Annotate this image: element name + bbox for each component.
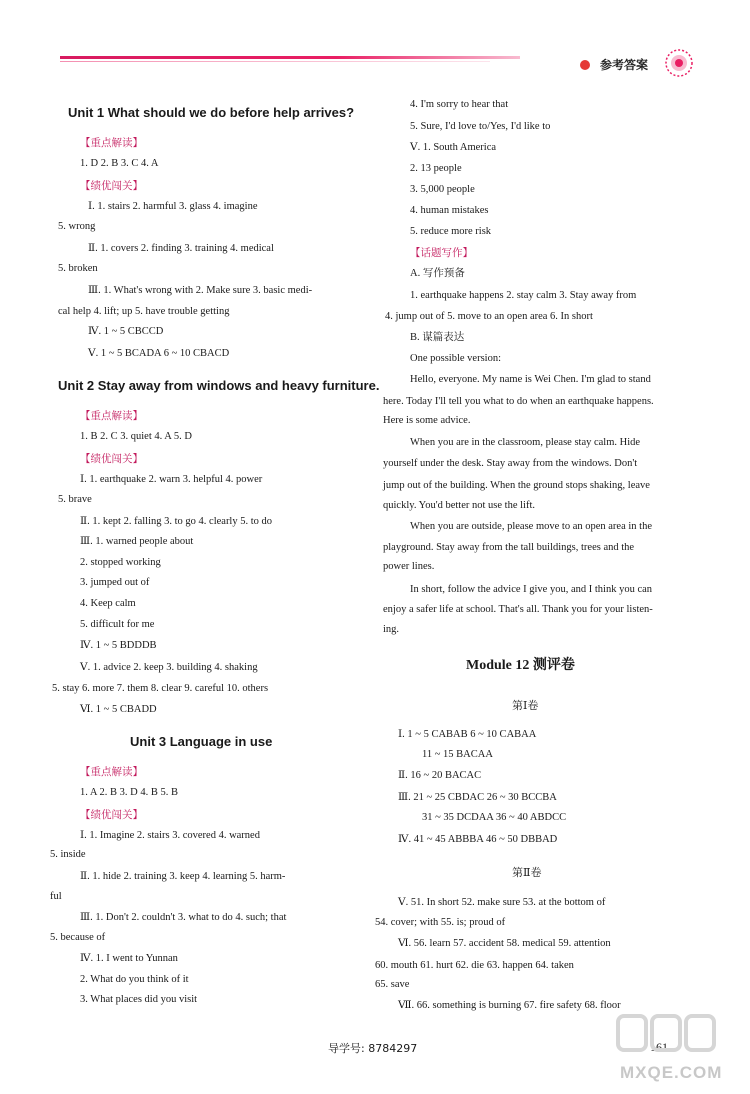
sunburst-badge-icon (664, 48, 694, 78)
essay-line: ing. (383, 624, 400, 635)
answer-line: Ⅴ. 1. South America (410, 142, 497, 153)
answer-line: 1. earthquake happens 2. stay calm 3. Stay away from (410, 290, 637, 301)
answer-line: 5. reduce more risk (410, 226, 492, 237)
header-rule-thin (60, 61, 490, 62)
answer-line: 3. What places did you visit (80, 994, 198, 1005)
section-label: 【绩优闯关】 (80, 809, 143, 821)
section-label: 【重点解读】 (80, 766, 143, 778)
answer-line: Ⅴ. 51. In short 52. make sure 53. at the bottom of (398, 897, 606, 908)
answer-line: 5. difficult for me (80, 619, 155, 630)
answer-line: 4. I'm sorry to hear that (410, 99, 509, 110)
answer-line: 5. broken (58, 263, 98, 274)
subsection-label: A. 写作预备 (410, 268, 465, 279)
answer-line: Ⅲ. 1. What's wrong with 2. Make sure 3. basic medi- (88, 285, 313, 296)
answer-line: 60. mouth 61. hurt 62. die 63. happen 64. taken (375, 960, 574, 971)
essay-line: here. Today I'll tell you what to do when an earthquake happens. (383, 396, 654, 407)
answer-line: Ⅲ. 21 ~ 25 CBDAC 26 ~ 30 BCCBA (398, 792, 557, 803)
watermark-text: MXQE.COM (620, 1063, 723, 1082)
answer-line: Ⅱ. 1. hide 2. training 3. keep 4. learning 5. harm- (80, 871, 286, 882)
answer-line: 5. brave (58, 494, 92, 505)
answer-line: Ⅴ. 1 ~ 5 BCADA 6 ~ 10 CBACD (88, 348, 230, 359)
answer-line: ful (50, 891, 62, 902)
answer-line: 54. cover; with 55. is; proud of (375, 917, 506, 928)
essay-line: When you are outside, please move to an open area in the (410, 521, 652, 532)
header-title: 参考答案 (600, 58, 649, 72)
essay-line: In short, follow the advice I give you, and I think you can (410, 584, 653, 595)
subsection-label: B. 谋篇表达 (410, 332, 465, 343)
unit-heading: Unit 3 Language in use (130, 734, 273, 749)
answer-line: Ⅱ. 1. kept 2. falling 3. to go 4. clearly 5. to do (80, 516, 273, 527)
answer-line: Ⅶ. 66. something is burning 67. fire safety 68. floor (398, 1000, 621, 1011)
answer-line: Ⅰ. 1. Imagine 2. stairs 3. covered 4. warned (80, 830, 260, 841)
answer-line: Ⅳ. 1 ~ 5 CBCCD (88, 326, 164, 337)
answer-line: 5. wrong (58, 221, 96, 232)
section-label: 【重点解读】 (80, 410, 143, 422)
answer-line: 4. jump out of 5. move to an open area 6. In short (385, 311, 593, 322)
unit-heading: Unit 2 Stay away from windows and heavy furniture. (58, 378, 380, 393)
section-label: 【绩优闯关】 (80, 453, 143, 465)
answer-line: 5. Sure, I'd love to/Yes, I'd like to (410, 121, 551, 132)
paper-part-label: 第Ⅱ卷 (512, 867, 542, 879)
page-number: 161 (650, 1040, 668, 1054)
answer-line: cal help 4. lift; up 5. have trouble getting (58, 306, 230, 317)
answer-line: 2. stopped working (80, 557, 161, 568)
answer-line: Ⅴ. 1. advice 2. keep 3. building 4. shaking (80, 662, 258, 673)
paper-part-label: 第Ⅰ卷 (512, 700, 539, 712)
answer-line: 2. 13 people (410, 163, 462, 174)
answer-line: Ⅳ. 1. I went to Yunnan (80, 953, 178, 964)
essay-line: When you are in the classroom, please stay calm. Hide (410, 437, 641, 448)
answer-line: 1. D 2. B 3. C 4. A (80, 158, 159, 169)
guide-number: 导学号: 8784297 (328, 1042, 418, 1055)
answer-line: 1. B 2. C 3. quiet 4. A 5. D (80, 431, 193, 442)
essay-line: quickly. You'd better not use the lift. (383, 500, 535, 511)
essay-line: Hello, everyone. My name is Wei Chen. I'm glad to stand (410, 374, 651, 385)
module-heading: Module 12 测评卷 (466, 658, 575, 673)
answer-line: 5. stay 6. more 7. them 8. clear 9. careful 10. others (52, 683, 269, 694)
answer-line: 5. because of (50, 932, 106, 943)
essay-line: Here is some advice. (383, 415, 471, 426)
section-label: 【绩优闯关】 (80, 180, 143, 192)
answer-line: 4. human mistakes (410, 205, 489, 216)
answer-line: Ⅱ. 1. covers 2. finding 3. training 4. medical (88, 243, 274, 254)
answer-line: Ⅰ. 1. stairs 2. harmful 3. glass 4. imagine (88, 201, 258, 212)
answer-line: Ⅵ. 56. learn 57. accident 58. medical 59. attention (398, 938, 611, 949)
answer-line: Ⅲ. 1. Don't 2. couldn't 3. what to do 4. such; that (80, 912, 287, 923)
essay-line: playground. Stay away from the tall buildings, trees and the (383, 542, 635, 553)
answer-line: 2. What do you think of it (80, 974, 189, 985)
section-label: 【话题写作】 (410, 247, 473, 259)
answer-line: 11 ~ 15 BACAA (422, 749, 493, 760)
header-rule (60, 56, 520, 59)
bullet-dot-icon (580, 60, 590, 70)
answer-line: 4. Keep calm (80, 598, 136, 609)
answer-line: Ⅳ. 1 ~ 5 BDDDB (80, 640, 157, 651)
essay-line: yourself under the desk. Stay away from the windows. Don't (383, 458, 638, 469)
essay-line: power lines. (383, 561, 435, 572)
answer-line: 65. save (375, 979, 410, 990)
answer-line: Ⅰ. 1. earthquake 2. warn 3. helpful 4. power (80, 474, 263, 485)
answer-line: Ⅲ. 1. warned people about (80, 536, 194, 547)
unit-heading: Unit 1 What should we do before help arrives? (68, 105, 355, 120)
essay-line: enjoy a safer life at school. That's all. Thank you for your listen- (383, 604, 653, 615)
answer-line: Ⅵ. 1 ~ 5 CBADD (80, 704, 157, 715)
answer-line: 31 ~ 35 DCDAA 36 ~ 40 ABDCC (422, 812, 567, 823)
answer-line: 5. inside (50, 849, 86, 860)
answer-line: 3. 5,000 people (410, 184, 475, 195)
answer-line: Ⅱ. 16 ~ 20 BACAC (398, 770, 482, 781)
answer-line: 1. A 2. B 3. D 4. B 5. B (80, 787, 179, 798)
section-label: 【重点解读】 (80, 137, 143, 149)
answer-line: Ⅳ. 41 ~ 45 ABBBA 46 ~ 50 DBBAD (398, 834, 558, 845)
answer-line: 3. jumped out of (80, 577, 150, 588)
answer-line: Ⅰ. 1 ~ 5 CABAB 6 ~ 10 CABAA (398, 729, 537, 740)
essay-intro: One possible version: (410, 353, 501, 364)
essay-line: jump out of the building. When the ground stops shaking, leave (383, 480, 650, 491)
